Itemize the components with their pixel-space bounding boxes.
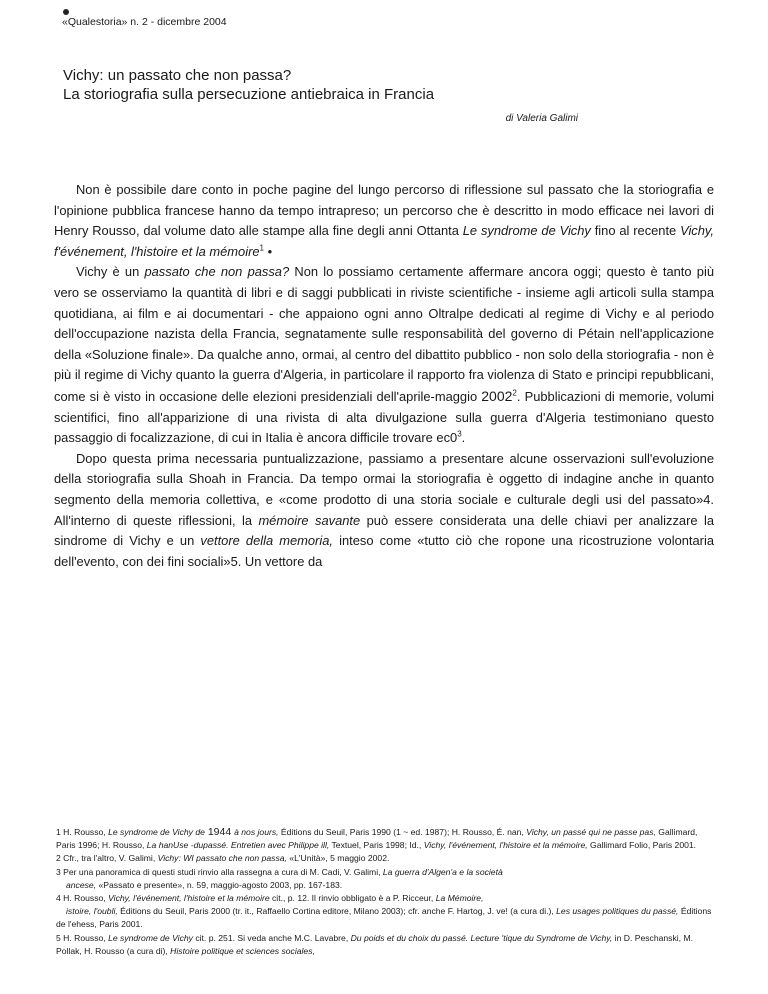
article-title — [63, 66, 434, 104]
article-body — [54, 180, 714, 572]
footnote-ref: 3 — [457, 429, 462, 439]
paragraph-3: Dopo questa prima necessaria puntualizzazione, passiamo a presentare alcune osservazioni sull'evoluzione della storiografia sulla Shoah in Francia. Da tempo ormai la storiografia è oggetto di indagine anche in quanto segmento della memoria collettiva, e «come prodotto di una storia sociale e culturale degli usi del passato»4. All'interno di queste riflessioni, la mémoire savante può essere considerata una delle chiavi per analizzare la sindrome di Vichy e un vettore della memoria, inteso come «tutto ciò che ropone una ricostruzione volontaria dell'evento, con dei fini sociali»5. Un vettore da — [54, 450, 715, 569]
title-line-2: La storiografia sulla persecuzione antiebraica in Francia — [63, 86, 435, 103]
author-byline: di Valeria Galimi — [505, 113, 578, 124]
paragraph-2: Vichy è un passato che non passa? Non lo possiamo certamente affermare ancora oggi; questo è tanto più vero se osserviamo la quantità di libri e di saggi pubblicati in riviste scientifiche - insieme agli articoli sulla stampa quotidiana, ai film e ai documentari - che appaiono ogni anno Oltralpe dedicati al regime di Vichy e al periodo dell'occupazione nazista della Francia, segnatamente sulle responsabilità del governo di Pétain nell'applicazione della «Soluzione finale». Da qualche anno, ormai, al centro del dibattito pubblico - non solo della storiografia - non è più il regime di Vichy quanto la guerra d'Algeria, in particolare il rapporto fra violenza di Stato e principi repubblicani, come si è visto in occasione delle elezioni presidenziali dell'aprile-maggio 2002$^2$. Pubblicazioni di memorie, volumi scientifici, fino all'apparizione di una rivista di alta divulgazione sulla guerra d'Algeria testimoniano questo passaggio di focalizzazione, di cui in Italia è ancora difficile trovare $ec0^3$. — [54, 264, 714, 446]
footnote-4: 4 H. Rousso, Vichy, l'événement, l'histoire et la mémoire cit., p. 12. Il rinvio obbligato è a P. Ricceur, La Mémoire, istoire, l'oubli, Éditions du Seuil, Paris 2000 (tr. it., Raffaello Cortina editore, Milano 2003); cfr. anche F. Hartog, J. ve! (a cura di.), Les usages politiques du passé, Éditions de l'ehess, Paris 2001. — [56, 893, 712, 930]
footnote-3: 3 Per una panoramica di questi studi rinvio alla rassegna a cura di M. Cadi, V. Galimi, La guerra d'Algen'a e la società ancese, «Passato e presente», n. 59, maggio-agosto 2003, pp. 167-183. — [56, 866, 503, 890]
footnote-ref: 1 — [259, 243, 264, 253]
running-head: «Qualestoria» n. 2 - dicembre 2004 — [62, 16, 227, 28]
footnote-1: 1 H. Rousso, Le syndrome de Vichy de 1944 à nos jours, Éditions du Seuil, Paris 1990 (1 ~ ed. 1987); H. Rousso, É. nan, Vichy, un passé qui ne passe pas, Gallimard, Paris 1996; H. Rousso, La hanUse -dupassé. Entretien avec Philippe ill, Textuel, Paris 1998; Id., Vichy, l'événement, l'histoire et la mémoire, Gallimard Folio, Paris 2001. — [56, 826, 698, 851]
paragraph-1: Non è possibile dare conto in poche pagine del lungo percorso di riflessione sul passato che la storiografia e l'opinione pubblica francese hanno da tempo intrapreso; un percorso che è descritto in modo efficace nei lavori di Henry Rousso, dal volume dato alle stampe alla fine degli anni Ottanta Le syndrome de Vichy fino al recente Vichy, f'événement, l'histoire et la mémoire$^1$ • — [54, 182, 714, 259]
footnote-5: 5 H. Rousso, Le syndrome de Vichy cit. p. 251. Si veda anche M.C. Lavabre, Du poids et du choix du passé. Lecture 'tique du Syndrome de Vichy, in D. Peschanski, M. Pollak, H. Rousso (a cura di), Histoire politique et sciences sociales, — [56, 932, 693, 956]
title-line-1: Vichy: un passato che non passa? — [63, 67, 292, 84]
footnotes — [56, 826, 716, 958]
footnote-ref: 2 — [512, 388, 517, 398]
footnote-2: 2 Cfr., tra l'altro, V. Galimi, Vichy: WI passato che non passa, «L'Unità», 5 maggio 2002. — [56, 853, 390, 864]
bullet-dot — [63, 9, 69, 15]
